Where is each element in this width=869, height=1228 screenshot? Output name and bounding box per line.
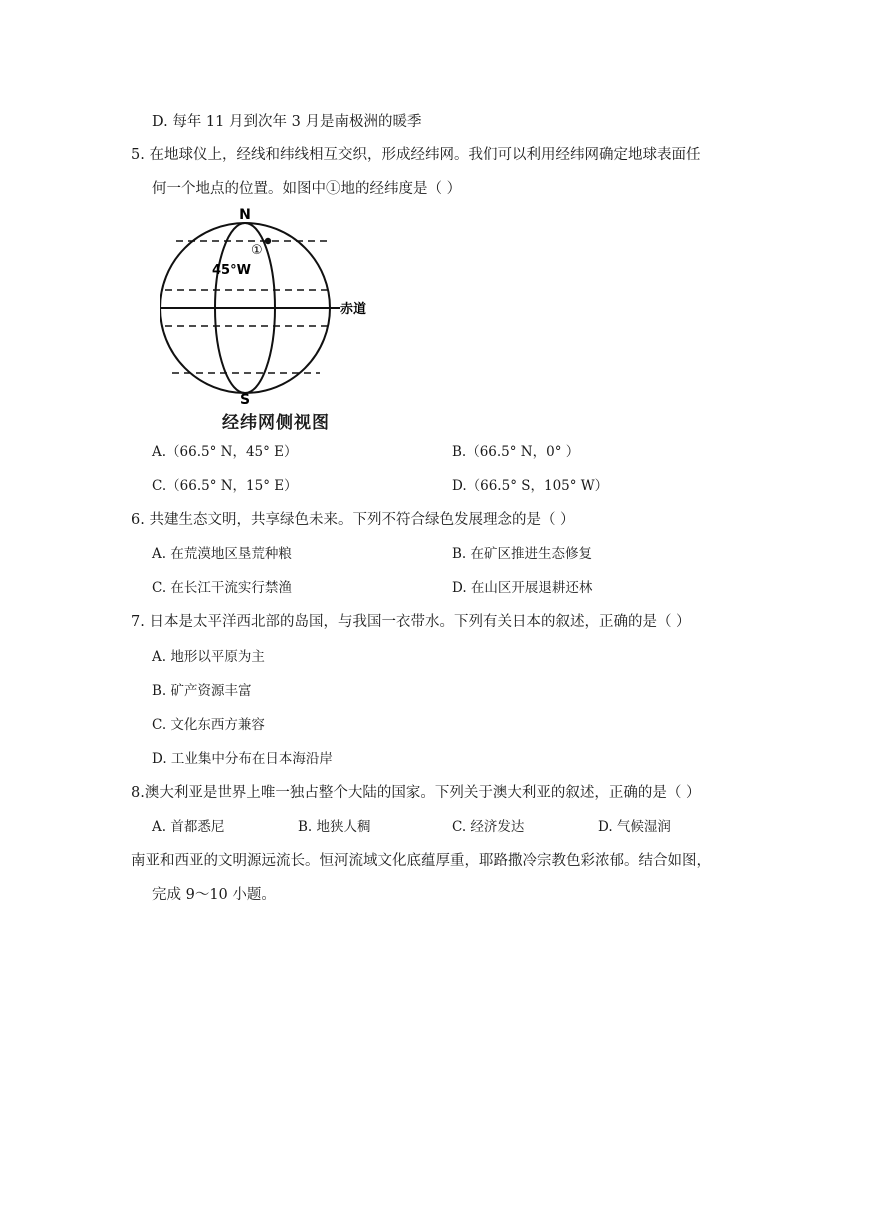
q5-option-b[interactable]: B.（66.5° N，0° ） [452,444,580,460]
q5-option-d[interactable]: D.（66.5° S，105° W） [452,478,609,494]
q7-option-d[interactable]: D. 工业集中分布在日本海沿岸 [152,751,333,767]
point-1-label: ① [251,243,263,258]
q5-option-a[interactable]: A.（66.5° N，45° E） [152,444,298,460]
q8-option-c[interactable]: C. 经济发达 [452,819,525,835]
q8-option-d[interactable]: D. 气候湿润 [598,819,671,835]
equator-label: 赤道 [340,302,367,317]
figure-caption: 经纬网侧视图 [222,413,330,433]
q5-option-c[interactable]: C.（66.5° N，15° E） [152,478,298,494]
q9-10-intro-line1: 南亚和西亚的文明源远流长。恒河流域文化底蕴厚重，耶路撒冷宗教色彩浓郁。结合如图， [131,853,711,869]
south-label: S [239,392,251,408]
q8-option-a[interactable]: A. 首都悉尼 [152,819,225,835]
q7-option-a[interactable]: A. 地形以平原为主 [152,649,265,665]
q6-option-d[interactable]: D. 在山区开展退耕还林 [452,580,593,596]
point-1-marker [265,238,271,244]
north-label: N [239,208,251,223]
q4-option-d: D. 每年 11 月到次年 3 月是南极洲的暖季 [152,114,422,130]
q5-stem-line1: 5. 在地球仪上，经线和纬线相互交织，形成经纬网。我们可以利用经纬网确定地球表面任 [131,147,701,163]
q8-stem: 8.澳大利亚是世界上唯一独占整个大陆的国家。下列关于澳大利亚的叙述，正确的是（ ） [131,785,701,801]
q6-option-a[interactable]: A. 在荒漠地区垦荒种粮 [152,546,292,562]
q5-stem-line2: 何一个地点的位置。如图中①地的经纬度是（ ） [152,181,462,197]
q9-10-intro-line2: 完成 9～10 小题。 [152,887,276,903]
q6-option-c[interactable]: C. 在长江干流实行禁渔 [152,580,292,596]
q7-option-b[interactable]: B. 矿产资源丰富 [152,683,252,699]
q8-option-b[interactable]: B. 地狭人稠 [298,819,371,835]
q7-stem: 7. 日本是太平洋西北部的岛国，与我国一衣带水。下列有关日本的叙述，正确的是（ ） [131,614,691,630]
graticule-globe-figure [160,208,390,408]
q6-stem: 6. 共建生态文明，共享绿色未来。下列不符合绿色发展理念的是（ ） [131,512,575,528]
meridian-label: 45°W [212,263,251,278]
q6-option-b[interactable]: B. 在矿区推进生态修复 [452,546,593,562]
q7-option-c[interactable]: C. 文化东西方兼容 [152,717,265,733]
